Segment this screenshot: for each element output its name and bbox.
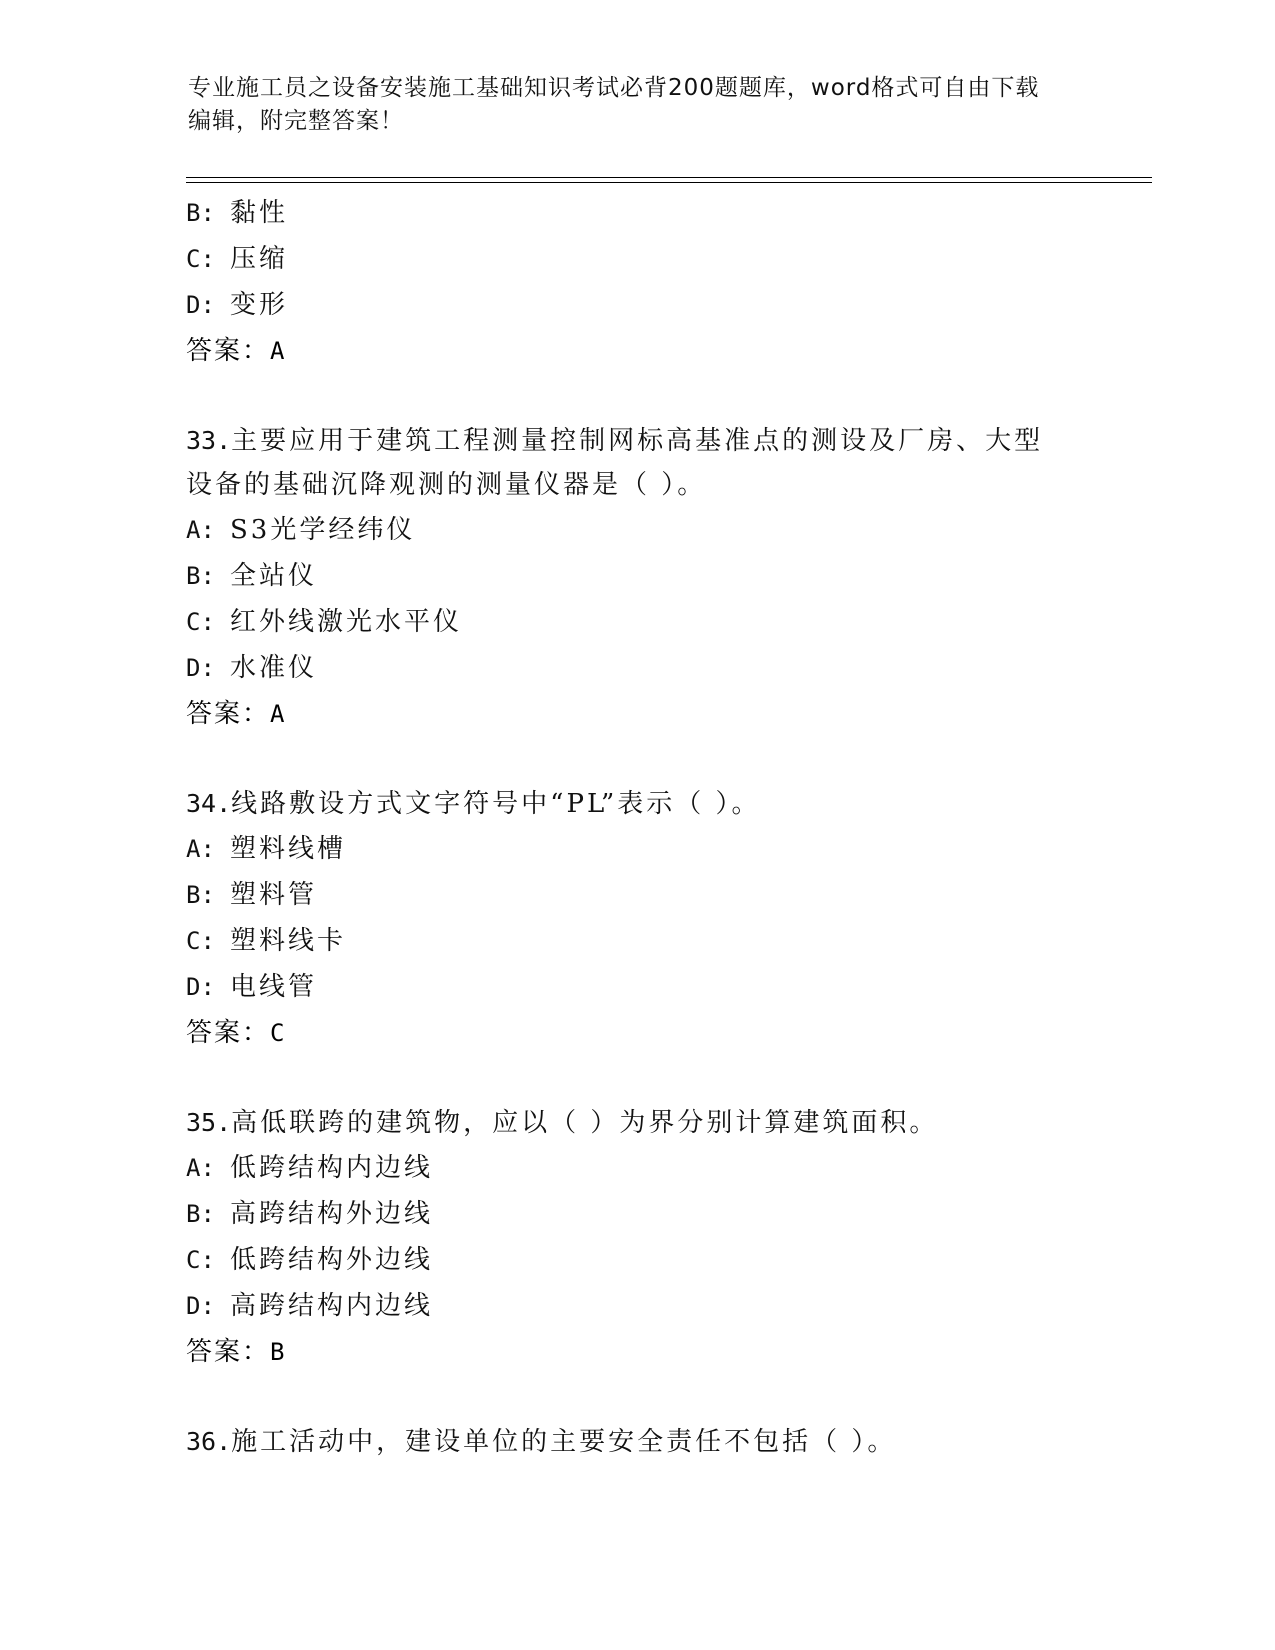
option-b: B: 高跨结构外边线 [186, 1199, 434, 1229]
option-d: D: 电线管 [186, 972, 318, 1002]
answer-line: 答案：C [186, 1018, 287, 1048]
question-content [186, 190, 1086, 1464]
question-34 [186, 782, 1086, 1056]
header-divider-bottom [186, 182, 1152, 183]
option-b: B: 全站仪 [186, 561, 318, 591]
question-33 [186, 419, 1086, 737]
header-line-2: 编辑，附完整答案！ [188, 108, 404, 134]
option-c: C: 塑料线卡 [186, 926, 347, 956]
option-a: A: S3光学经纬仪 [186, 515, 416, 545]
answer-line: 答案：A [186, 699, 287, 729]
option-b: B: 黏性 [186, 198, 289, 228]
document-header [188, 72, 1088, 138]
answer-line: 答案：B [186, 1337, 287, 1367]
header-line-1: 专业施工员之设备安装施工基础知识考试必背200题题库，word格式可自由下载 [188, 75, 1040, 101]
question-35 [186, 1101, 1086, 1375]
question-36 [186, 1420, 1086, 1464]
question-stem: 34.线路敷设方式文字符号中“PL”表示（ ）。 [186, 789, 761, 819]
option-a: A: 低跨结构内边线 [186, 1153, 434, 1183]
option-c: C: 红外线激光水平仪 [186, 607, 463, 637]
option-c: C: 压缩 [186, 244, 289, 274]
option-c: C: 低跨结构外边线 [186, 1245, 434, 1275]
question-stem: 33.主要应用于建筑工程测量控制网标高基准点的测设及厂房、大型设备的基础沉降观测的测量仪器是（ ）。 [186, 426, 1044, 500]
question-stem: 36.施工活动中，建设单位的主要安全责任不包括（ ）。 [186, 1427, 897, 1457]
option-d: D: 高跨结构内边线 [186, 1291, 434, 1321]
answer-line: 答案：A [186, 336, 287, 366]
question-stem: 35.高低联跨的建筑物，应以（ ）为界分别计算建筑面积。 [186, 1108, 939, 1138]
header-divider-top [186, 177, 1152, 178]
prev-question-options [186, 190, 1086, 328]
option-d: D: 变形 [186, 290, 289, 320]
option-b: B: 塑料管 [186, 880, 318, 910]
option-d: D: 水准仪 [186, 653, 318, 683]
option-a: A: 塑料线槽 [186, 834, 347, 864]
